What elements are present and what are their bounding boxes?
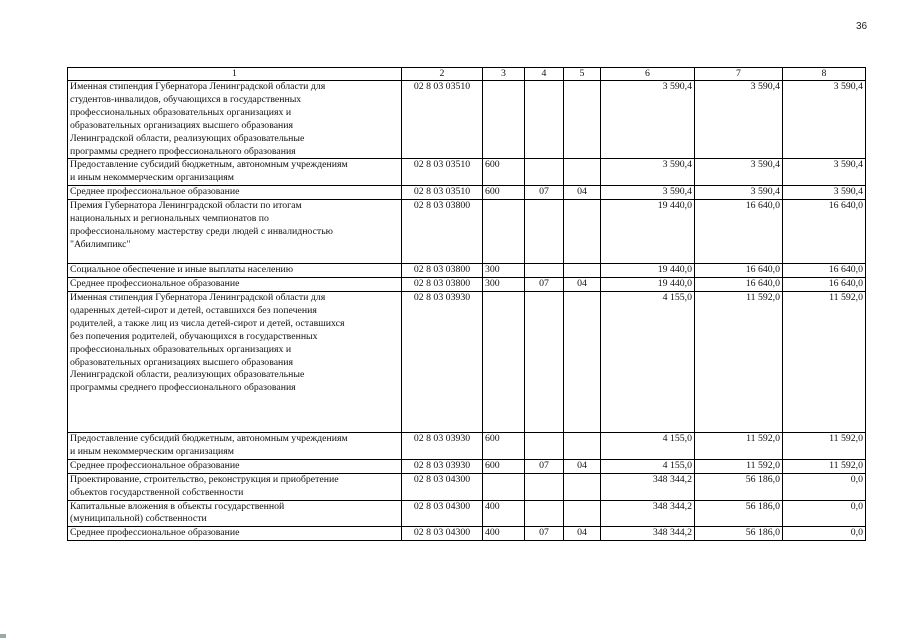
budget-table [67, 67, 866, 541]
amount-col7: 16 640,0 [695, 278, 783, 292]
page-number: 36 [856, 21, 868, 32]
amount-col6: 348 344,2 [601, 500, 695, 527]
row-name [68, 459, 402, 473]
row-name-line: "Абилимпикс" [70, 238, 131, 250]
row-name-line: Именная стипендия Губернатора Ленинградской области для [70, 291, 326, 303]
col-header: 6 [601, 68, 695, 81]
amount-col7: 11 592,0 [695, 432, 783, 459]
amount-col8: 0,0 [783, 473, 866, 500]
expense-type [483, 81, 525, 159]
row-name-line: профессиональных образовательных организациях и [70, 106, 292, 118]
amount-col8: 0,0 [783, 500, 866, 527]
row-name-line: Предоставление субсидий бюджетным, автономным учреждениям [70, 159, 348, 171]
section: 07 [525, 527, 564, 541]
amount-col7: 56 186,0 [695, 527, 783, 541]
amount-col8: 3 590,4 [783, 159, 866, 186]
row-name-line: (муниципальной) собственности [70, 513, 207, 525]
target-code: 02 8 03 03930 [402, 459, 483, 473]
row-name-line: образовательных организациях высшего образования [70, 119, 294, 131]
target-code: 02 8 03 04300 [402, 500, 483, 527]
target-code: 02 8 03 04300 [402, 527, 483, 541]
expense-type [483, 473, 525, 500]
row-name [68, 264, 402, 278]
col-header: 4 [525, 68, 564, 81]
row-name-line: Среднее профессиональное образование [70, 186, 240, 198]
subsection [564, 264, 601, 278]
amount-col7: 56 186,0 [695, 473, 783, 500]
expense-type [483, 200, 525, 264]
amount-col6: 19 440,0 [601, 264, 695, 278]
section [525, 159, 564, 186]
table-row [68, 291, 866, 432]
subsection [564, 81, 601, 159]
table-row [68, 500, 866, 527]
target-code: 02 8 03 03800 [402, 200, 483, 264]
row-name-line: и иным некоммерческим организациям [70, 445, 234, 457]
amount-col8: 11 592,0 [783, 459, 866, 473]
target-code: 02 8 03 03800 [402, 278, 483, 292]
row-name-line: одаренных детей-сирот и детей, оставшихся без попечения [70, 304, 317, 316]
row-name [68, 159, 402, 186]
subsection [564, 432, 601, 459]
amount-col8: 11 592,0 [783, 291, 866, 432]
amount-col8: 3 590,4 [783, 81, 866, 159]
section [525, 291, 564, 432]
row-name-line: профессиональных образовательных организациях и [70, 343, 292, 355]
row-name-line: Предоставление субсидий бюджетным, автономным учреждениям [70, 432, 348, 444]
amount-col8: 0,0 [783, 527, 866, 541]
col-header: 8 [783, 68, 866, 81]
amount-col6: 19 440,0 [601, 200, 695, 264]
subsection: 04 [564, 278, 601, 292]
row-name-line: студентов-инвалидов, обучающихся в государственных [70, 93, 302, 105]
table-row [68, 264, 866, 278]
subsection: 04 [564, 186, 601, 200]
row-name-line: Среднее профессиональное образование [70, 278, 240, 290]
amount-col6: 19 440,0 [601, 278, 695, 292]
amount-col8: 16 640,0 [783, 264, 866, 278]
section: 07 [525, 459, 564, 473]
section: 07 [525, 278, 564, 292]
amount-col7: 56 186,0 [695, 500, 783, 527]
row-name-line: Среднее профессиональное образование [70, 459, 240, 471]
row-name-line: Ленинградской области, реализующих образовательные [70, 369, 305, 381]
header-row [68, 68, 866, 81]
row-name-line: и иным некоммерческим организациям [70, 172, 234, 184]
amount-col7: 3 590,4 [695, 186, 783, 200]
amount-col6: 4 155,0 [601, 432, 695, 459]
expense-type: 400 [483, 527, 525, 541]
amount-col6: 3 590,4 [601, 186, 695, 200]
section [525, 81, 564, 159]
table-row [68, 473, 866, 500]
section [525, 473, 564, 500]
row-name-line: объектов государственной собственности [70, 486, 244, 498]
expense-type: 300 [483, 278, 525, 292]
row-name [68, 500, 402, 527]
target-code: 02 8 03 03930 [402, 432, 483, 459]
amount-col7: 3 590,4 [695, 159, 783, 186]
amount-col7: 16 640,0 [695, 264, 783, 278]
row-name-line: национальных и региональных чемпионатов по [70, 213, 269, 225]
scan-mark [0, 634, 6, 638]
row-name [68, 278, 402, 292]
amount-col7: 16 640,0 [695, 200, 783, 264]
table-row [68, 200, 866, 264]
expense-type [483, 291, 525, 432]
table-row [68, 159, 866, 186]
subsection [564, 200, 601, 264]
amount-col6: 3 590,4 [601, 81, 695, 159]
row-name-line: программы среднего профессионального образования [70, 382, 296, 394]
row-name-line: Капитальные вложения в объекты государственной [70, 500, 285, 512]
table-row [68, 81, 866, 159]
row-name-line: Именная стипендия Губернатора Ленинградской области для [70, 81, 326, 92]
table-row [68, 186, 866, 200]
row-name [68, 527, 402, 541]
row-name-line: программы среднего профессионального образования [70, 145, 296, 157]
row-name-line: Проектирование, строительство, реконструкция и приобретение [70, 473, 339, 485]
row-name [68, 473, 402, 500]
subsection [564, 473, 601, 500]
expense-type: 300 [483, 264, 525, 278]
subsection: 04 [564, 459, 601, 473]
expense-type: 600 [483, 159, 525, 186]
target-code: 02 8 03 03510 [402, 159, 483, 186]
section: 07 [525, 186, 564, 200]
expense-type: 400 [483, 500, 525, 527]
table-row [68, 278, 866, 292]
row-name-line: образовательных организациях высшего образования [70, 356, 294, 368]
expense-type: 600 [483, 432, 525, 459]
target-code: 02 8 03 03510 [402, 186, 483, 200]
expense-type: 600 [483, 186, 525, 200]
section [525, 432, 564, 459]
subsection [564, 500, 601, 527]
amount-col6: 4 155,0 [601, 459, 695, 473]
amount-col8: 16 640,0 [783, 200, 866, 264]
section [525, 200, 564, 264]
section [525, 500, 564, 527]
amount-col6: 3 590,4 [601, 159, 695, 186]
col-header: 2 [402, 68, 483, 81]
subsection [564, 291, 601, 432]
target-code: 02 8 03 04300 [402, 473, 483, 500]
amount-col8: 11 592,0 [783, 432, 866, 459]
row-name [68, 81, 402, 159]
row-name-line: Среднее профессиональное образование [70, 527, 240, 539]
subsection: 04 [564, 527, 601, 541]
row-name-line: профессиональному мастерству среди людей с инвалидностью [70, 225, 333, 237]
table-row [68, 459, 866, 473]
col-header: 3 [483, 68, 525, 81]
col-header: 1 [68, 68, 402, 81]
target-code: 02 8 03 03510 [402, 81, 483, 159]
row-name [68, 291, 402, 432]
target-code: 02 8 03 03930 [402, 291, 483, 432]
amount-col7: 11 592,0 [695, 291, 783, 432]
target-code: 02 8 03 03800 [402, 264, 483, 278]
row-name-line: Премия Губернатора Ленинградской области по итогам [70, 200, 302, 212]
amount-col6: 4 155,0 [601, 291, 695, 432]
amount-col6: 348 344,2 [601, 527, 695, 541]
amount-col7: 3 590,4 [695, 81, 783, 159]
row-name-line: Социальное обеспечение и иные выплаты населению [70, 264, 294, 276]
row-name-line: родителей, а также лиц из числа детей-сирот и детей, оставшихся [70, 317, 345, 329]
table-row [68, 527, 866, 541]
row-name [68, 200, 402, 264]
subsection [564, 159, 601, 186]
row-name-line: Ленинградской области, реализующих образовательные [70, 132, 305, 144]
col-header: 5 [564, 68, 601, 81]
section [525, 264, 564, 278]
col-header: 7 [695, 68, 783, 81]
row-name [68, 186, 402, 200]
amount-col8: 16 640,0 [783, 278, 866, 292]
row-name [68, 432, 402, 459]
row-name-line: без попечения родителей, обучающихся в государственных [70, 330, 318, 342]
amount-col6: 348 344,2 [601, 473, 695, 500]
table-row [68, 432, 866, 459]
amount-col7: 11 592,0 [695, 459, 783, 473]
amount-col8: 3 590,4 [783, 186, 866, 200]
expense-type: 600 [483, 459, 525, 473]
